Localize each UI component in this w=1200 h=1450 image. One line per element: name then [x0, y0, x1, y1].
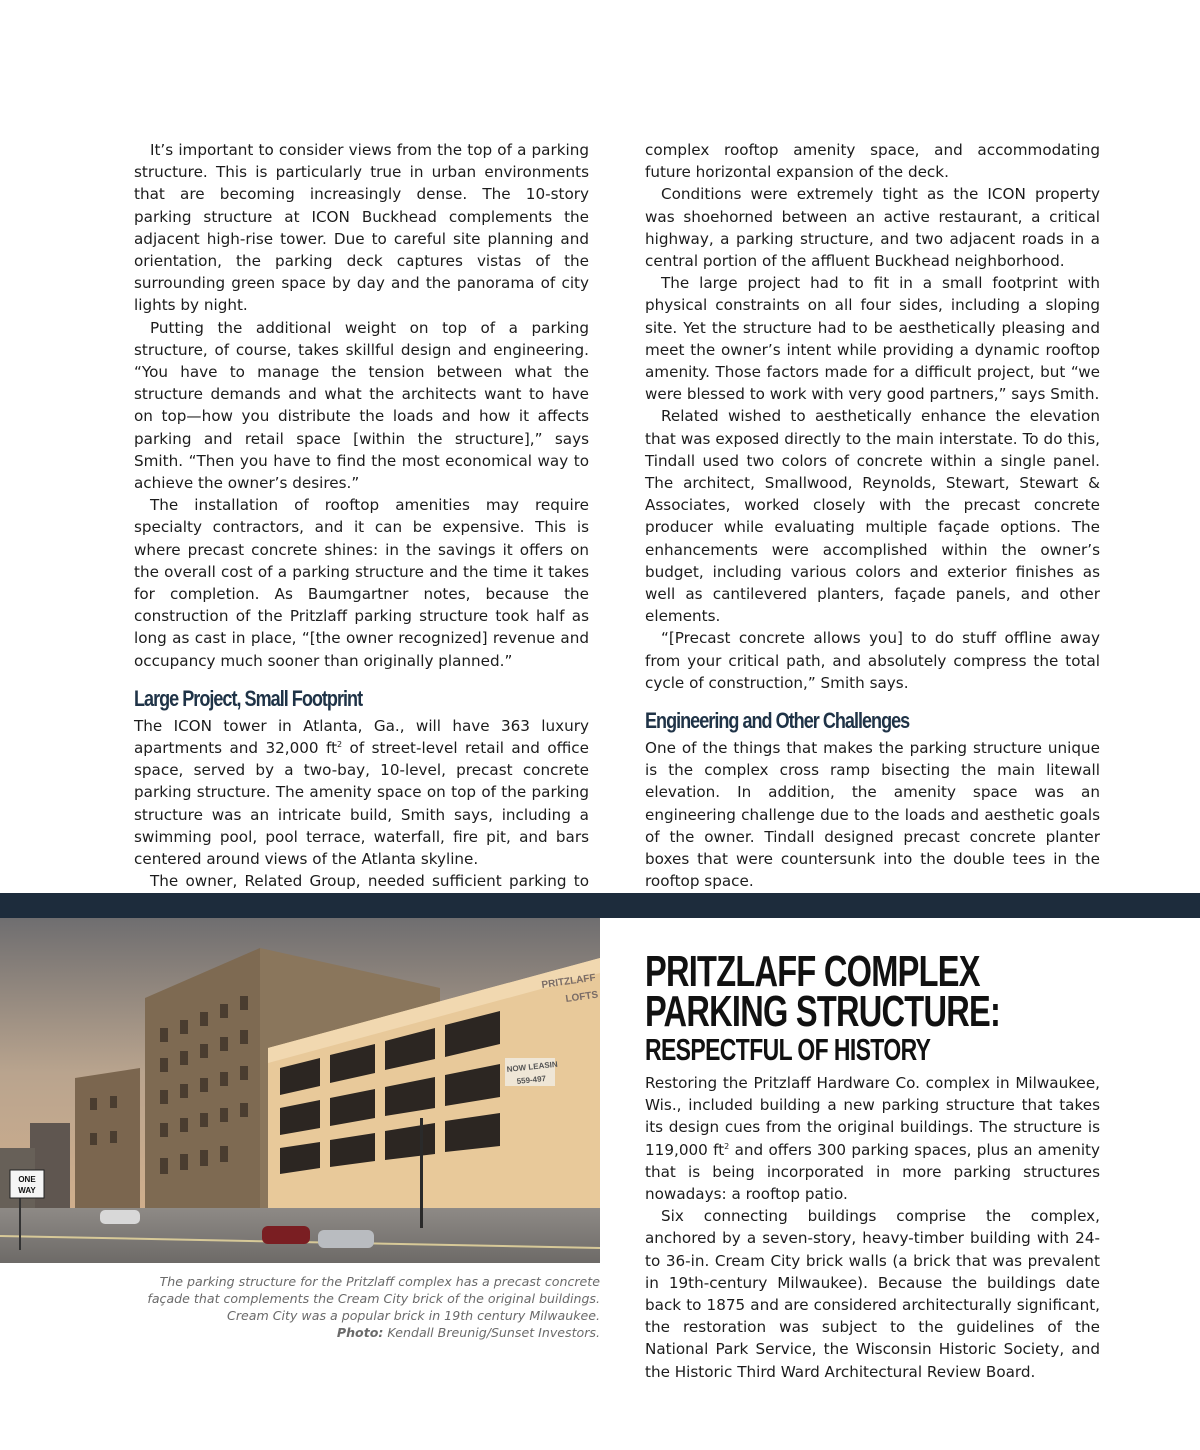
sidebar-title-line: PARKING STRUCTURE: [645, 987, 1001, 1036]
paragraph-text: The ICON tower in Atlanta, Ga., will have 363 luxury apartments and 32,000 ft [134, 716, 589, 758]
paragraph-text: and offers 300 parking spaces, plus an amenity that is being incorporated in more parking structures nowadays: a rooftop patio. [645, 1140, 1100, 1204]
photo-sign-text: LOFTS [564, 989, 599, 1005]
sidebar-body [645, 1072, 1100, 1383]
photo-sign-text: 559-497 [516, 1073, 547, 1086]
body-paragraph: One of the things that makes the parking structure unique is the complex cross ramp bisecting the main litewall elevation. In addition, the amenity space was an engineering challenge due to the loads and aesthetic goals of the owner. Tindall designed precast concrete planter boxes that were countersunk into the double tees in the rooftop space. [645, 739, 1100, 891]
sidebar-title [645, 947, 1015, 1067]
body-paragraph: Putting the additional weight on top of a parking structure, of course, takes skillful design and engineering. “You have to manage the tension between what the structure demands and what the architects want to have on top—how you distribute the loads and how it affects parking and retail space [within the structure],” says Smith. “Then you have to find the most economical way to achieve the owner’s desires.” [134, 318, 589, 493]
body-paragraph [134, 715, 589, 870]
street-lamp-pole [420, 1118, 423, 1228]
sidebar-subtitle: RESPECTFUL OF HISTORY [645, 1032, 931, 1067]
section-heading-large-project: Large Project, Small Footprint [134, 685, 363, 711]
car [318, 1230, 374, 1248]
car [100, 1210, 140, 1224]
brick-building-far [75, 1068, 140, 1218]
superscript: 2 [337, 740, 343, 750]
body-paragraph: complex rooftop amenity space, and accommodating future horizontal expansion of the deck. [645, 141, 1100, 182]
one-way-sign-text: ONE [18, 1175, 36, 1184]
left-column [134, 139, 589, 959]
paragraph-text: of street-level retail and office space, served by a two-bay, 10-level, precast concrete parking structure. The amenity space on top of the parking structure was an intricate build, Smith says, including a swimming pool, pool terrace, waterfall, fire pit, and bars centered around views of the Atlanta skyline. [134, 739, 589, 869]
sidebar-title-line: PRITZLAFF COMPLEX [645, 947, 980, 996]
body-paragraph: The large project had to fit in a small footprint with physical constraints on all four sides, including a sloping site. Yet the structure had to be aesthetically pleasing and meet the owner’s intent while providing a dynamic rooftop amenity. Those factors made for a difficult project, but “we were blessed to work with very good partners,” says Smith. [645, 274, 1100, 404]
body-paragraph: Conditions were extremely tight as the ICON property was shoehorned between an active restaurant, a critical highway, a parking structure, and two adjacent roads in a central portion of the affluent Buckhead neighborhood. [645, 185, 1100, 271]
body-paragraph: The owner, Related Group, needed sufficient parking to [150, 872, 589, 891]
body-paragraph: Related wished to aesthetically enhance the elevation that was exposed directly to the main interstate. To do this, Tindall used two colors of concrete within a single panel. The architect, Smallwood, Reynolds, Stewart, Stewart & Associates, worked closely with the precast concrete producer while evaluating multiple façade options. The enhancements were accomplished within the owner’s budget, including various colors and exterior finishes as well as cantilevered planters, façade panels, and other elements. [645, 407, 1100, 626]
photo-credit: Kendall Breunig/Sunset Investors. [387, 1325, 600, 1340]
body-paragraph: “[Precast concrete allows you] to do stuff offline away from your critical path, and absolutely compress the total cycle of construction,” Smith says. [645, 629, 1100, 692]
car [262, 1226, 310, 1244]
caption-text: The parking structure for the Pritzlaff complex has a precast concrete façade that complements the Cream City brick of the original buildings. Cream City was a popular brick in 19th century Milwaukee. [147, 1274, 600, 1323]
paragraph-text: Restoring the Pritzlaff Hardware Co. complex in Milwaukee, Wis., included building a new parking structure that takes its design cues from the original buildings. The structure is 119,000 ft [645, 1074, 1100, 1159]
section-heading-engineering: Engineering and Other Challenges [645, 708, 910, 734]
pritzlaff-photo [0, 918, 600, 1263]
body-paragraph: It’s important to consider views from the top of a parking structure. This is particularly true in urban environments that are becoming increasingly dense. The 10-story parking structure at ICON Buckhead complements the adjacent high-rise tower. Due to careful site planning and orientation, the parking deck captures vistas of the surrounding green space by day and the panorama of city lights by night. [134, 141, 589, 315]
section-divider-band [0, 893, 1200, 918]
photo-caption [134, 1273, 600, 1341]
photo-illustration [0, 918, 600, 1263]
body-paragraph: The installation of rooftop amenities may require specialty contractors, and it can be expensive. This is where precast concrete shines: in the savings it offers on the overall cost of a parking structure and the time it takes for completion. As Baumgartner notes, because the construction of the Pritzlaff parking structure took half as long as cast in place, “[the owner recognized] revenue and occupancy much sooner than originally planned.” [134, 496, 589, 670]
photo-sign-text: NOW LEASIN [506, 1059, 559, 1074]
one-way-sign-text: WAY [18, 1186, 36, 1195]
right-column [645, 139, 1100, 893]
body-paragraph: Six connecting buildings comprise the complex, anchored by a seven-story, heavy-timber building with 24- to 36-in. Cream City brick walls (a brick that was prevalent in 19th-century Milwaukee). Because the buildings date back to 1875 and are considered architecturally significant, the restoration was subject to the guidelines of the National Park Service, the Wisconsin Historic Society, and the Historic Third Ward Architectural Review Board. [645, 1207, 1100, 1381]
superscript: 2 [724, 1141, 730, 1151]
body-paragraph [645, 1072, 1100, 1205]
photo-sign-text: PRITZLAFF [540, 972, 597, 991]
photo-credit-label: Photo: [336, 1325, 384, 1340]
